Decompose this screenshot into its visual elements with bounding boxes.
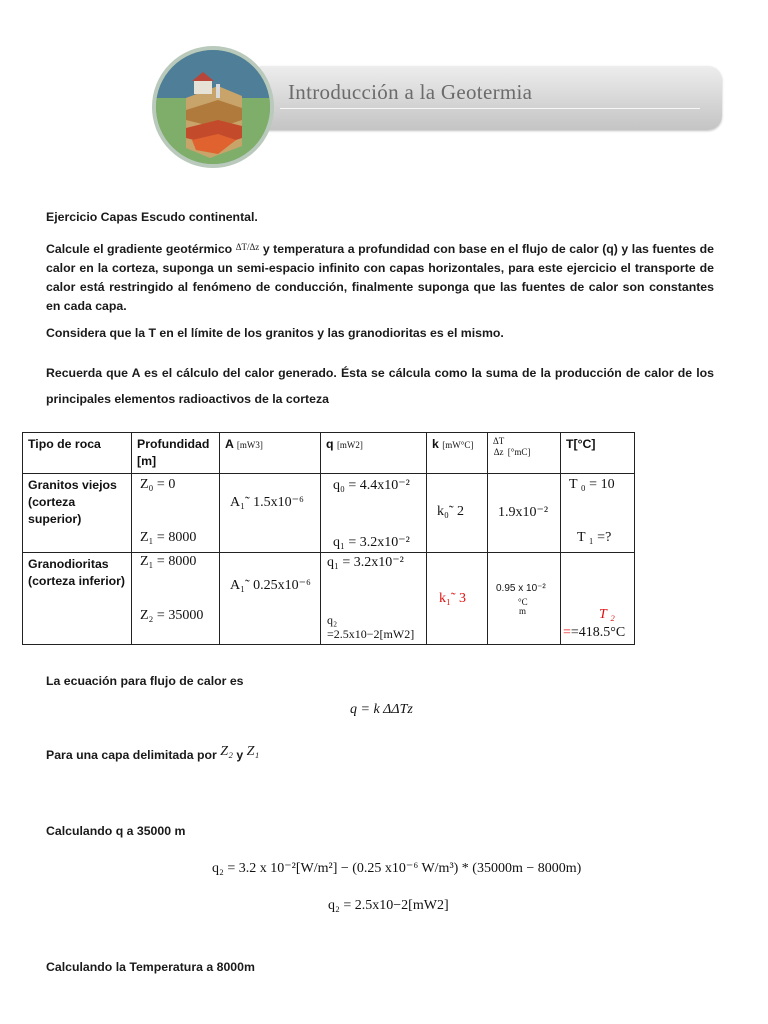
q1-value: q₁ = 3.2x10⁻² (327, 555, 404, 570)
layer-y: y (236, 748, 244, 762)
layer-label (46, 742, 259, 765)
header-depth: Profundidad [m] (132, 433, 220, 474)
header-gradient (488, 433, 561, 474)
exercise-heading: Ejercicio Capas Escudo continental. (46, 210, 258, 224)
t2-number: =418.5°C (570, 625, 626, 640)
rock-layers-table (22, 432, 635, 645)
page-title: Introducción a la Geotermia (288, 80, 533, 104)
k0-value: k₀˜ 2 (437, 504, 465, 519)
t1-value: T ₁ =? (577, 530, 612, 545)
heat-flow-equation: q = k ΔΔTz (350, 702, 413, 717)
header-gradient-num: ΔT (493, 436, 505, 446)
gradient-cell (488, 474, 561, 553)
instructions-body: y temperatura a profundidad con base en el flujo de calor (q) y las fuentes de calor en la corteza, suponga un semi-espacio infinito con capas horizontales, para este ejercicio el transporte de calor está restringido al fenómeno de conducción, finalmente suponga que las fuentes de calor son constantes en cada capa. (46, 242, 714, 313)
calc-q-result: q₂ = 2.5x10−2[mW2] (328, 898, 449, 913)
q0-value: q₀ = 4.4x10⁻² (333, 478, 410, 493)
q1-value: q₁ = 3.2x10⁻² (333, 535, 410, 550)
q-cell (321, 474, 427, 553)
gradient-cell (488, 553, 561, 645)
layer-z1: Z₁ (246, 744, 260, 759)
geothermal-logo (152, 46, 274, 168)
k1-value: k₁˜ 3 (439, 591, 467, 606)
q2-value: =2.5x10−2[mW2] (327, 627, 415, 641)
header-q-unit: [mW2] (336, 440, 363, 450)
a-value-granite: A₁˜ 1.5x10⁻⁶ (230, 495, 304, 510)
t2-label: T ₂ (599, 607, 615, 622)
header-q (321, 433, 427, 474)
header-a (220, 433, 321, 474)
depth-z1: Z₁ = 8000 (140, 554, 197, 569)
q-cell (321, 553, 427, 645)
header-a-unit: [mW3] (236, 440, 263, 450)
header-k-label: k (432, 437, 439, 451)
depth-z0: Z₀ = 0 (140, 477, 176, 492)
a-cell (220, 553, 321, 645)
layer-z2: Z₂ (220, 744, 233, 759)
temperature-cell (561, 474, 635, 553)
header-gradient-unit: [°mC] (507, 447, 531, 457)
calc-q-label: Calculando q a 35000 m (46, 824, 186, 838)
depth-z2: Z₂ = 35000 (140, 608, 204, 623)
rock-type-granite: Granitos viejos (corteza superior) (23, 474, 132, 553)
k-cell (427, 553, 488, 645)
instructions-lead: Calcule el gradiente geotérmico (46, 242, 233, 256)
header-temperature: T[°C] (561, 433, 635, 474)
header-gradient-den: Δz (493, 447, 504, 457)
rock-type-granodiorite: Granodioritas (corteza inferior) (23, 553, 132, 645)
gradient-fraction: ΔT/Δz (235, 242, 260, 252)
header-k-unit: [mW°C] (442, 440, 474, 450)
t2-equals: = (563, 625, 571, 640)
table-row (23, 474, 635, 553)
calc-q-equation: q₂ = 3.2 x 10⁻²[W/m²] − (0.25 x10⁻⁶ W/m³) * (35000m − 8000m) (212, 861, 582, 876)
gradient-granodiorite: 0.95 x 10⁻² (496, 583, 546, 594)
header-k (427, 433, 488, 474)
k-cell (427, 474, 488, 553)
depth-cell (132, 553, 220, 645)
a-cell (220, 474, 321, 553)
paragraph-instructions (46, 238, 714, 316)
header-q-label: q (326, 437, 334, 451)
table-row (23, 553, 635, 645)
a-value-granodiorite: A₁˜ 0.25x10⁻⁶ (230, 578, 311, 593)
paragraph-heat: Recuerda que A es el cálculo del calor generado. Ésta se cálcula como la suma de la producción de calor de los principales elementos radioactivos de la corteza (46, 366, 714, 406)
layer-label-text: Para una capa delimitada por (46, 748, 217, 762)
geothermal-logo-icon (156, 50, 270, 164)
calc-t-label: Calculando la Temperatura a 8000m (46, 960, 255, 974)
paragraph-boundary: Considera que la T en el límite de los granitos y las granodioritas es el mismo. (46, 326, 504, 340)
t2-value (563, 625, 625, 641)
depth-cell (132, 474, 220, 553)
depth-z1: Z₁ = 8000 (140, 530, 197, 545)
gradient-unit-num: °C (518, 597, 528, 607)
header-gradient-fraction (493, 436, 504, 458)
header-rock-type: Tipo de roca (23, 433, 132, 474)
header-a-label: A (225, 437, 234, 451)
equation-label: La ecuación para flujo de calor es (46, 674, 244, 688)
gradient-granite: 1.9x10⁻² (498, 505, 549, 520)
gradient-unit-den: m (519, 606, 527, 616)
q2-label: q₂ (327, 613, 338, 627)
header-divider (280, 108, 700, 109)
t0-value: T ₀ = 10 (569, 477, 615, 492)
table-header-row (23, 433, 635, 474)
temperature-cell (561, 553, 635, 645)
